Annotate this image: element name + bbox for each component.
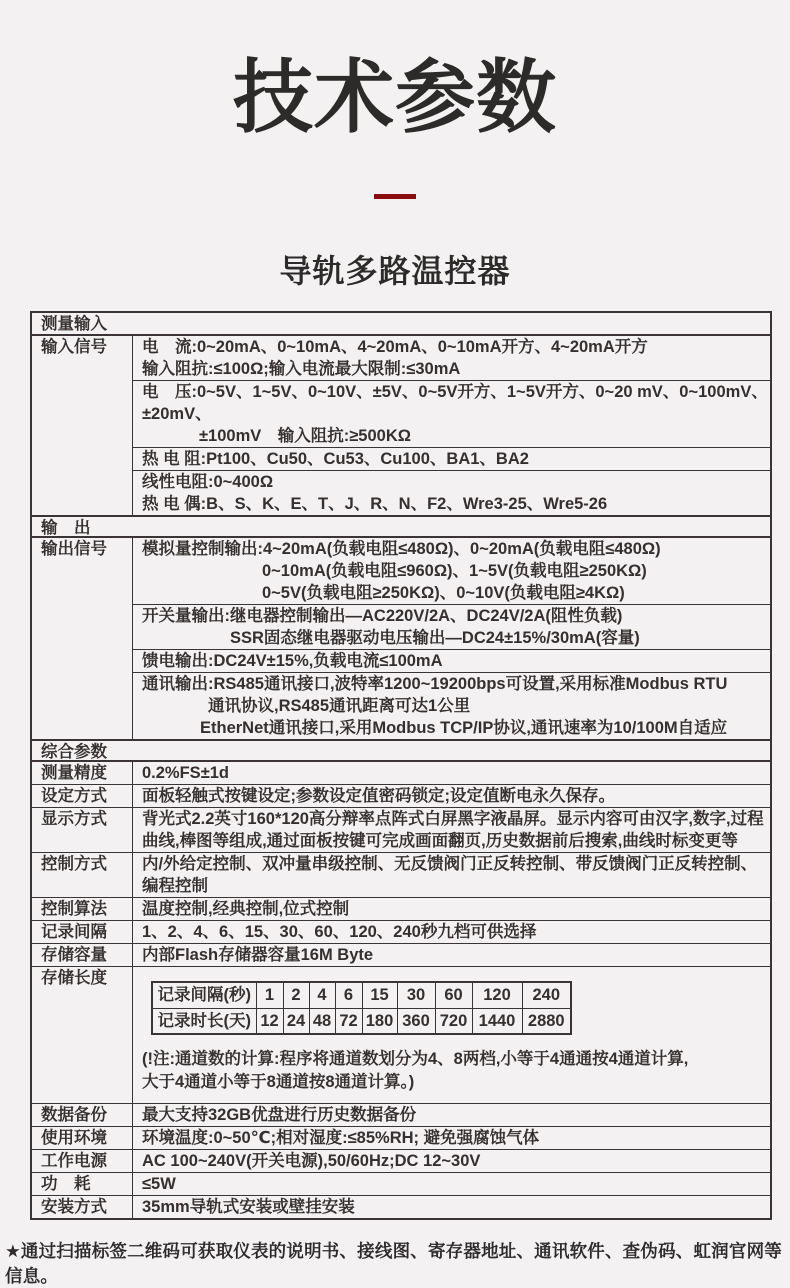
storage-note xyxy=(133,1048,770,1094)
row-label: 安装方式 xyxy=(32,1196,133,1218)
spec-text: 输入阻抗:≤100Ω;输入电流最大限制:≤30mA xyxy=(142,360,461,378)
row-storage-capacity xyxy=(32,944,770,967)
row-label: 存储容量 xyxy=(32,944,133,966)
row-label: 显示方式 xyxy=(32,808,133,852)
spec-text: 背光式2.2英寸160*120高分辩率点阵式白屏黑字液晶屏。显示内容可由汉字,数字,过程 xyxy=(142,810,764,828)
page-title: 技术参数 xyxy=(233,53,557,142)
record-duration-value: 2880 xyxy=(522,1008,571,1034)
row-setting xyxy=(32,785,770,808)
record-duration-value: 24 xyxy=(283,1008,309,1034)
row-label: 记录间隔 xyxy=(32,921,133,943)
record-duration-row xyxy=(152,1008,571,1034)
spec-text: 电 流:0~20mA、0~10mA、4~20mA、0~10mA开方、4~20mA开方 xyxy=(142,338,648,356)
record-duration-value: 180 xyxy=(362,1008,397,1034)
spec-text: 线性电阻:0~400Ω xyxy=(142,473,274,491)
spec-text: 0.2%FS±1d xyxy=(142,764,230,782)
row-label: 工作电源 xyxy=(32,1150,133,1172)
row-label: 数据备份 xyxy=(32,1104,133,1126)
spec-text: 模拟量控制输出:4~20mA(负载电阻≤480Ω)、0~20mA(负载电阻≤480Ω) xyxy=(142,540,661,558)
row-input-signal xyxy=(32,336,770,515)
spec-text: 内部Flash存储器容量16M Byte xyxy=(142,946,374,964)
row-label: 设定方式 xyxy=(32,785,133,807)
record-interval-row xyxy=(152,982,571,1008)
row-display xyxy=(32,808,770,853)
row-label: 控制方式 xyxy=(32,853,133,897)
product-subtitle: 导轨多路温控器 xyxy=(279,253,511,289)
row-label: 功 耗 xyxy=(32,1173,133,1195)
spec-text: ±100mV 输入阻抗:≥500KΩ xyxy=(199,427,411,445)
row-output-signal xyxy=(32,538,770,739)
row-mounting xyxy=(32,1196,770,1218)
row-power xyxy=(32,1150,770,1173)
spec-text: 内/外给定控制、双冲量串级控制、无反馈阀门正反转控制、带反馈阀门正反转控制、编程控制 xyxy=(142,855,758,895)
spec-text: 馈电输出:DC24V±15%,负载电流≤100mA xyxy=(142,652,443,670)
output-switch-subrow xyxy=(133,605,770,650)
spec-text: 0~10mA(负载电阻≤960Ω)、1~5V(负载电阻≥250KΩ) xyxy=(262,562,647,580)
spec-text: 温度控制,经典控制,位式控制 xyxy=(142,900,350,918)
row-control-algo xyxy=(32,898,770,921)
qr-footer-note: ★通过扫描标签二维码可获取仪表的说明书、接线图、寄存器地址、通讯软件、查伪码、虹润官网等信息。 xyxy=(5,1241,782,1286)
spec-text: 环境温度:0~50℃;相对湿度:≤85%RH; 避免强腐蚀气体 xyxy=(142,1129,540,1147)
record-interval-label: 记录间隔(秒) xyxy=(152,982,256,1008)
spec-text: EtherNet通讯接口,采用Modbus TCP/IP协议,通讯速率为10/100M自适应 xyxy=(200,719,728,737)
storage-note-line: 大于4通道小等于8通道按8通道计算。) xyxy=(142,1073,415,1091)
record-interval-value: 120 xyxy=(472,982,522,1008)
section-row-output: 输 出 xyxy=(32,515,770,538)
record-duration-value: 1440 xyxy=(472,1008,522,1034)
input-linear-tc-subrow xyxy=(133,471,770,515)
output-feed-subrow xyxy=(133,650,770,673)
spec-text: 最大支持32GB优盘进行历史数据备份 xyxy=(142,1106,417,1124)
row-consumption xyxy=(32,1173,770,1196)
spec-table xyxy=(30,311,772,1220)
section-row-general: 综合参数 xyxy=(32,739,770,762)
accent-dash-divider xyxy=(374,194,416,199)
row-label: 控制算法 xyxy=(32,898,133,920)
input-voltage-subrow xyxy=(133,381,770,448)
row-label: 使用环境 xyxy=(32,1127,133,1149)
record-duration-value: 360 xyxy=(397,1008,435,1034)
output-analog-subrow xyxy=(133,538,770,605)
spec-text: 电 压:0~5V、1~5V、0~10V、±5V、0~5V开方、1~5V开方、0~20 mV、0~100mV、±20mV、 xyxy=(142,383,768,423)
row-backup xyxy=(32,1104,770,1127)
spec-text: AC 100~240V(开关电源),50/60Hz;DC 12~30V xyxy=(142,1152,481,1170)
record-length-table xyxy=(151,981,572,1035)
row-accuracy xyxy=(32,762,770,785)
record-duration-value: 72 xyxy=(335,1008,362,1034)
row-record-interval xyxy=(32,921,770,944)
spec-text: 通讯协议,RS485通讯距离可达1公里 xyxy=(208,697,471,715)
spec-text: 热 电 偶:B、S、K、E、T、J、R、N、F2、Wre3-25、Wre5-26 xyxy=(142,495,608,513)
row-control-mode xyxy=(32,853,770,898)
spec-text: 面板轻触式按键设定;参数设定值密码锁定;设定值断电永久保存。 xyxy=(142,787,615,805)
row-label: 测量精度 xyxy=(32,762,133,784)
record-duration-value: 720 xyxy=(435,1008,472,1034)
row-label-input-signal: 输入信号 xyxy=(32,336,133,515)
spec-text: 曲线,棒图等组成,通过面板按键可完成画面翻页,历史数据前后搜索,曲线时标变更等 xyxy=(142,832,738,850)
record-interval-value: 15 xyxy=(362,982,397,1008)
record-interval-value: 2 xyxy=(283,982,309,1008)
spec-text: 0~5V(负载电阻≥250KΩ)、0~10V(负载电阻≥4KΩ) xyxy=(262,584,625,602)
record-duration-value: 12 xyxy=(256,1008,283,1034)
spec-text: 热 电 阻:Pt100、Cu50、Cu53、Cu100、BA1、BA2 xyxy=(142,450,529,468)
record-duration-label: 记录时长(天) xyxy=(152,1008,256,1034)
record-interval-value: 6 xyxy=(335,982,362,1008)
spec-text: 1、2、4、6、15、30、60、120、240秒九档可供选择 xyxy=(142,923,537,941)
spec-text: ≤5W xyxy=(142,1175,176,1193)
record-duration-value: 48 xyxy=(309,1008,335,1034)
record-interval-value: 30 xyxy=(397,982,435,1008)
spec-text: 通讯输出:RS485通讯接口,波特率1200~19200bps可设置,采用标准Modbus RTU xyxy=(142,675,728,693)
storage-note-line: (!注:通道数的计算:程序将通道数划分为4、8两档,小等于4通通按4通道计算, xyxy=(142,1050,689,1068)
section-row-measure-input: 测量输入 xyxy=(32,313,770,336)
row-environment xyxy=(32,1127,770,1150)
output-comm-subrow xyxy=(133,673,770,739)
input-rtd-subrow xyxy=(133,448,770,471)
spec-text: SSR固态继电器驱动电压输出—DC24±15%/30mA(容量) xyxy=(230,629,640,647)
row-label: 存储长度 xyxy=(32,967,133,1103)
input-current-subrow xyxy=(133,336,770,381)
row-storage-length xyxy=(32,967,770,1104)
record-interval-value: 1 xyxy=(256,982,283,1008)
spec-text: 开关量输出:继电器控制输出—AC220V/2A、DC24V/2A(阻性负载) xyxy=(142,607,623,625)
record-interval-value: 60 xyxy=(435,982,472,1008)
record-interval-value: 240 xyxy=(522,982,571,1008)
row-label-output-signal: 输出信号 xyxy=(32,538,133,739)
spec-text: 35mm导轨式安装或壁挂安装 xyxy=(142,1198,355,1216)
record-interval-value: 4 xyxy=(309,982,335,1008)
